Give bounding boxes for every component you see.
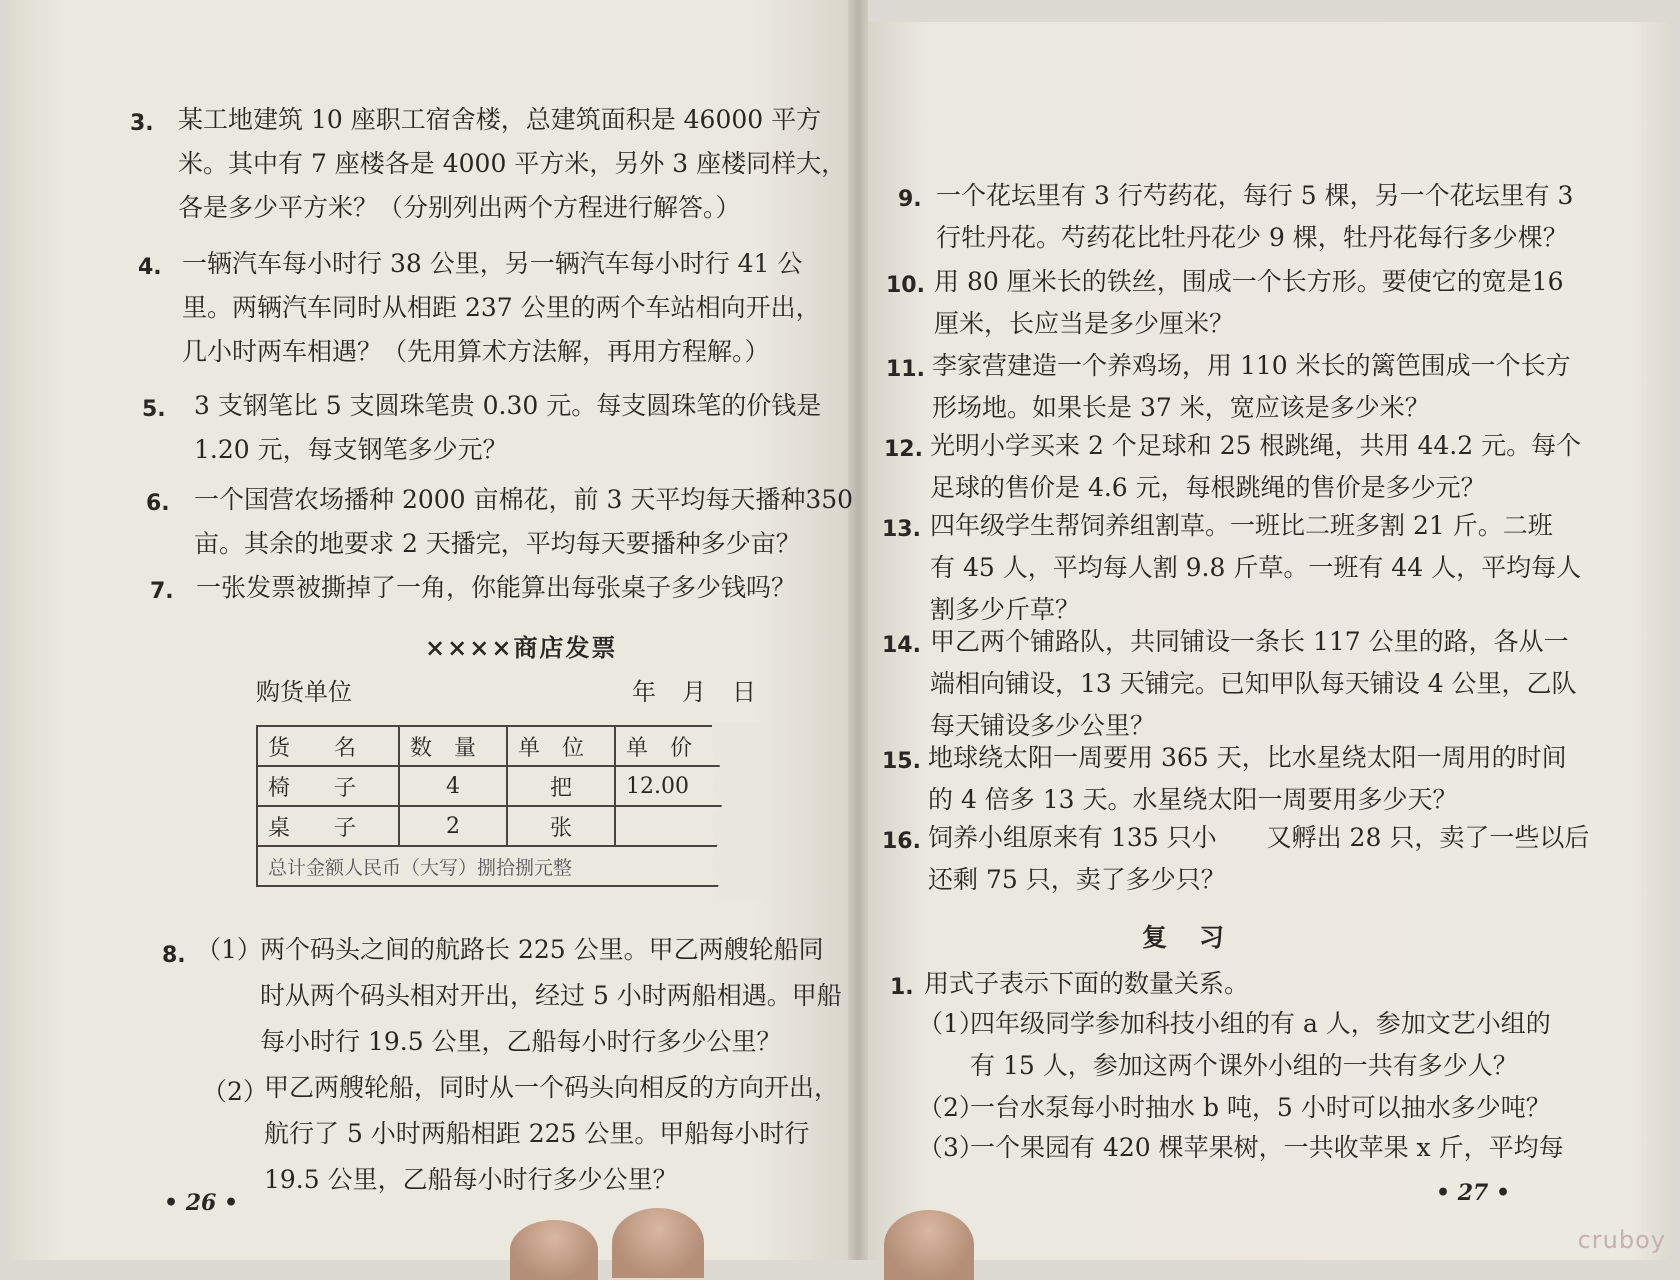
- sub-label: （1）: [918, 1009, 984, 1038]
- invoice-buyer-label: 购货单位: [256, 678, 352, 706]
- problem-line: 时从两个码头相对开出，经过 5 小时两船相遇。甲船: [260, 981, 842, 1010]
- problem-line: 的 4 倍多 13 天。水星绕太阳一周要用多少天？: [928, 785, 1458, 814]
- problem-line: 饲养小组原来有 135 只小 又孵出 28 只，卖了一些以后: [928, 823, 1590, 852]
- invoice-table: [256, 725, 742, 887]
- problem-line: 一个花坛里有 3 行芍药花，每行 5 棵，另一个花坛里有 3: [936, 181, 1574, 210]
- problem-number: 3.: [130, 111, 154, 136]
- invoice-date-day: 日: [732, 678, 756, 706]
- invoice-date-month: 月: [682, 678, 706, 706]
- problem-line: 各是多少平方米？（分别列出两个方程进行解答。）: [178, 193, 741, 222]
- problem-number: 9.: [898, 187, 922, 212]
- watermark: cruboy: [1577, 1226, 1666, 1254]
- invoice-header-cell: 单 价: [615, 726, 741, 766]
- problem-line: 19.5 公里，乙船每小时行多少公里？: [264, 1165, 678, 1194]
- invoice-cell: 把: [507, 766, 615, 806]
- problem-line: 有 15 人，参加这两个课外小组的一共有多少人？: [970, 1051, 1518, 1080]
- invoice-cell: 4: [399, 766, 507, 806]
- invoice-cell: 12.00: [615, 766, 741, 806]
- problem-line: 用 80 厘米长的铁丝，围成一个长方形。要使它的宽是16: [934, 267, 1564, 296]
- book-gutter: [848, 0, 868, 1260]
- problem-line: 里。两辆汽车同时从相距 237 公里的两个车站相向开出，: [182, 293, 821, 322]
- problem-line: 1.20 元，每支钢笔多少元？: [194, 435, 508, 464]
- problem-number: 15.: [882, 749, 921, 774]
- problem-line: 光明小学买来 2 个足球和 25 根跳绳，共用 44.2 元。每个: [930, 431, 1582, 460]
- problem-number: 5.: [142, 397, 166, 422]
- problem-line: 一台水泵每小时抽水 b 吨，5 小时可以抽水多少吨？: [970, 1093, 1551, 1122]
- problem-line: 四年级同学参加科技小组的有 a 人，参加文艺小组的: [970, 1009, 1551, 1038]
- invoice-header-cell: 货 名: [257, 726, 399, 766]
- problem-number: 1.: [890, 975, 914, 1000]
- problem-line: 一个果园有 420 棵苹果树，一共收苹果 x 斤，平均每: [970, 1133, 1564, 1162]
- problem-line: 某工地建筑 10 座职工宿舍楼，总建筑面积是 46000 平方: [178, 105, 822, 134]
- invoice-header-row: [257, 726, 741, 766]
- torn-corner: [712, 722, 762, 900]
- problem-line: 一张发票被撕掉了一角，你能算出每张桌子多少钱吗？: [196, 573, 797, 602]
- invoice-date-year: 年: [632, 678, 656, 706]
- invoice-header-cell: 数 量: [399, 726, 507, 766]
- problem-number: 14.: [882, 633, 921, 658]
- problem-line: 甲乙两个铺路队，共同铺设一条长 117 公里的路，各从一: [930, 627, 1569, 656]
- problem-line: 端相向铺设，13 天铺完。已知甲队每天铺设 4 公里，乙队: [930, 669, 1577, 698]
- invoice-cell: 张: [507, 806, 615, 846]
- problem-number: 11.: [886, 357, 925, 382]
- problem-line: 割多少斤草？: [930, 595, 1081, 624]
- review-heading: 复习: [1142, 923, 1257, 952]
- problem-line: 足球的售价是 4.6 元，每根跳绳的售价是多少元？: [930, 473, 1486, 502]
- problem-line: 3 支钢笔比 5 支圆珠笔贵 0.30 元。每支圆珠笔的价钱是: [194, 391, 822, 420]
- invoice-cell: 桌 子: [257, 806, 399, 846]
- problem-line: 米。其中有 7 座楼各是 4000 平方米，另外 3 座楼同样大，: [178, 149, 847, 178]
- problem-number: 6.: [146, 491, 170, 516]
- problem-number: 13.: [882, 517, 921, 542]
- problem-number: 4.: [138, 255, 162, 280]
- problem-number: 7.: [150, 579, 174, 604]
- problem-line: 每天铺设多少公里？: [930, 711, 1156, 740]
- problem-number: 10.: [886, 273, 925, 298]
- invoice-cell: 2: [399, 806, 507, 846]
- problem-line: 厘米，长应当是多少厘米？: [934, 309, 1235, 338]
- page-number-right: • 27 •: [1436, 1180, 1511, 1206]
- sub-label: （2）: [918, 1093, 984, 1122]
- invoice-header-cell: 单 位: [507, 726, 615, 766]
- problem-number: 8.: [162, 943, 186, 968]
- problem-line: 每小时行 19.5 公里，乙船每小时行多少公里？: [260, 1027, 782, 1056]
- problem-line: 甲乙两艘轮船，同时从一个码头向相反的方向开出，: [264, 1073, 840, 1102]
- sub-label: （1）: [196, 935, 262, 964]
- thumb: [612, 1208, 704, 1278]
- problem-line: 四年级学生帮饲养组割草。一班比二班多割 21 斤。二班: [930, 511, 1553, 540]
- sub-label: （2）: [202, 1077, 268, 1106]
- problem-line: 几小时两车相遇？（先用算术方法解，再用方程解。）: [182, 337, 770, 366]
- sub-label: （3）: [918, 1133, 984, 1162]
- problem-line: 地球绕太阳一周要用 365 天，比水星绕太阳一周用的时间: [928, 743, 1567, 772]
- problem-line: 航行了 5 小时两船相距 225 公里。甲船每小时行: [264, 1119, 810, 1148]
- problem-number: 16.: [882, 829, 921, 854]
- thumb: [510, 1220, 598, 1280]
- problem-line: 形场地。如果长是 37 米，宽应该是多少米？: [932, 393, 1430, 422]
- problem-line: 一辆汽车每小时行 38 公里，另一辆汽车每小时行 41 公: [182, 249, 803, 278]
- invoice-row: [257, 766, 741, 806]
- thumb: [884, 1210, 974, 1280]
- invoice-title: ××××商店发票: [425, 633, 618, 662]
- problem-line: 用式子表示下面的数量关系。: [924, 969, 1250, 998]
- problem-number: 12.: [884, 437, 923, 462]
- problem-line: 有 45 人，平均每人割 9.8 斤草。一班有 44 人，平均每人: [930, 553, 1582, 582]
- problem-line: 两个码头之间的航路长 225 公里。甲乙两艘轮船同: [260, 935, 824, 964]
- page-number-left: • 26 •: [164, 1190, 239, 1216]
- invoice-total: 总计金额人民币（大写）捌拾捌元整: [257, 846, 741, 886]
- problem-line: 行牡丹花。芍药花比牡丹花少 9 棵，牡丹花每行多少棵？: [936, 223, 1568, 252]
- invoice-cell: 椅 子: [257, 766, 399, 806]
- problem-line: 还剩 75 只，卖了多少只？: [928, 865, 1226, 894]
- problem-line: 亩。其余的地要求 2 天播完，平均每天要播种多少亩？: [194, 529, 801, 558]
- invoice-row: [257, 806, 741, 846]
- problem-line: 一个国营农场播种 2000 亩棉花，前 3 天平均每天播种350: [194, 485, 854, 514]
- problem-line: 李家营建造一个养鸡场，用 110 米长的篱笆围成一个长方: [932, 351, 1571, 380]
- invoice-total-row: [257, 846, 741, 886]
